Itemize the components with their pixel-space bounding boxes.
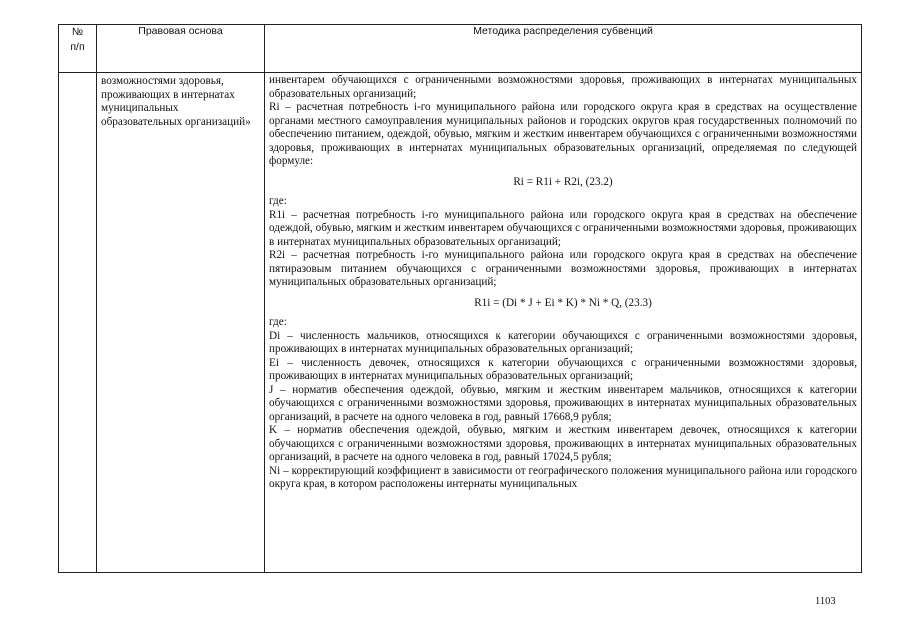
table-header-row xyxy=(59,25,862,73)
method-paragraph: R1i – расчетная потребность i-го муниципального района или городского округа края в средствах на обеспечение одеждой, обувью, мягким и жестким инвентарем обучающихся с ограниченными возможностями здоровья, проживающих в интернатах муниципальных образовательных организаций; xyxy=(269,208,857,248)
header-legal-basis: Правовая основа xyxy=(97,25,265,73)
row-number-cell xyxy=(59,73,97,573)
method-paragraph: R2i – расчетная потребность i-го муниципального района или городского округа края в средствах на обеспечение пятиразовым питанием обучающихся с ограниченными возможностями здоровья, проживающих в интернатах муниципальных образовательных организаций; xyxy=(269,249,857,288)
row-method-cell xyxy=(265,73,862,573)
header-number-symbol: № xyxy=(71,26,84,38)
formula-23-2: Ri = R1i + R2i, (23.2) xyxy=(513,175,613,188)
method-paragraph: инвентарем обучающихся с ограниченными возможностями здоровья, проживающих в интернатах муниципальных образовательных организаций; xyxy=(269,74,857,100)
method-paragraph: Ri – расчетная потребность i-го муниципального района или городского округа края в средствах на осуществление органами местного самоуправления муниципальных районов и городских округов края государственных полномочий по обеспечению питанием, одеждой, обувью, мягким и жестким инвентарем обучающихся с ограниченными возможностями здоровья, проживающих в интернатах муниципальных образовательных организаций, определяемая по следующей формуле: xyxy=(269,101,857,167)
method-paragraph: J – норматив обеспечения одеждой, обувью, мягким и жестким инвентарем мальчиков, относящихся к категории обучающихся с ограниченными возможностями здоровья, проживающих в интернатах муниципальных образовательных организаций, в расчете на одного человека в год, равный 17668,9 рубля; xyxy=(269,383,857,423)
page-number: 1103 xyxy=(815,596,836,607)
formula-23-3: R1i = (Di * J + Ei * K) * Ni * Q, (23.3) xyxy=(474,296,652,309)
header-number-cell xyxy=(59,25,97,73)
method-paragraph: Ni – корректирующий коэффициент в зависимости от географического положения муниципального района или городского округа края, в котором расположены интернаты муниципальных xyxy=(269,464,857,490)
header-number-abbrev: п/п xyxy=(70,41,85,53)
method-where-label: где: xyxy=(269,316,287,328)
method-paragraph: K – норматив обеспечения одеждой, обувью, мягким и жестким инвентарем девочек, относящихся к категории обучающихся с ограниченными возможностями здоровья, проживающих в интернатах муниципальных образовательных организаций, в расчете на одного человека в год, равный 17024,5 рубля; xyxy=(269,424,857,463)
subvention-table xyxy=(58,24,862,573)
method-where-label: где: xyxy=(269,195,287,207)
header-method: Методика распределения субвенций xyxy=(265,25,862,73)
method-paragraph: Ei – численность девочек, относящихся к категории обучающихся с ограниченными возможностями здоровья, проживающих в интернатах муниципальных образовательных организаций; xyxy=(269,356,857,382)
row-legal-basis: возможностями здоровья, проживающих в интернатах муниципальных образовательных организаций» xyxy=(97,73,265,573)
table-row xyxy=(59,73,862,573)
method-paragraph: Di – численность мальчиков, относящихся к категории обучающихся с ограниченными возможностями здоровья, проживающих в интернатах муниципальных образовательных организаций; xyxy=(269,329,857,355)
